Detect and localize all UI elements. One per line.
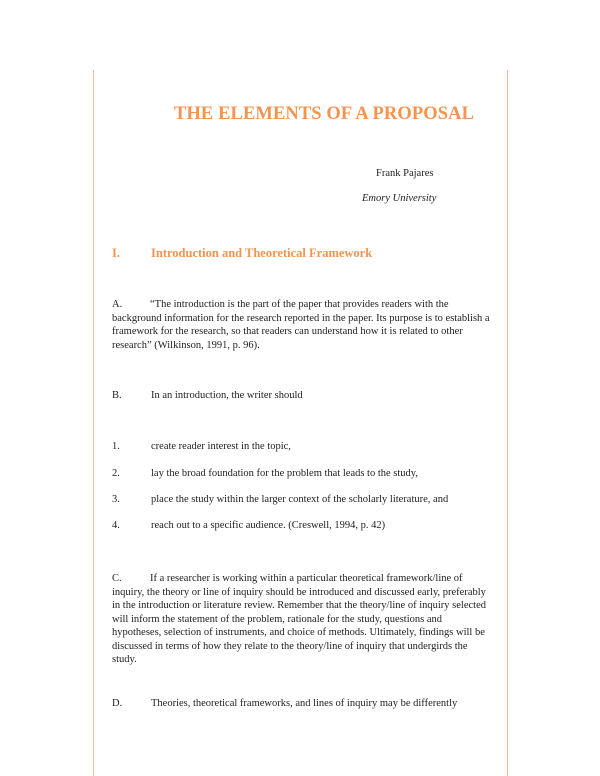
paragraph-c-text: If a researcher is working within a particular theoretical framework/line of inquiry, the theory or line of inquiry should be introduced and discussed early, preferably in the introduction or literature review. Remember that the theory/line of inquiry selected will inform the statement of the problem, rationale for the study, questions and hypotheses, selection of instruments, and choice of methods. Ultimately, findings will be discussed in terms of how they relate to the theory/line of inquiry that undergirds the study.	[112, 573, 486, 665]
paragraph-b-text: In an introduction, the writer should	[151, 390, 303, 401]
document-title: THE ELEMENTS OF A PROPOSAL	[174, 104, 475, 124]
paragraph-a-text: “The introduction is the part of the paper that provides readers with the background information for the research reported in the paper. Its purpose is to establish a framework for the research, so that readers can understand how it is related to other research” (Wilkinson, 1991, p. 96).	[112, 299, 490, 351]
author-affiliation: Emory University	[362, 193, 437, 204]
paragraph-c	[112, 572, 492, 667]
author-name: Frank Pajares	[376, 168, 434, 179]
list-item-number: 3.	[112, 494, 120, 505]
paragraph-b-label: B.	[112, 390, 122, 401]
paragraph-d-label: D.	[112, 698, 123, 709]
paragraph-a-label: A.	[112, 299, 123, 310]
list-item-text: reach out to a specific audience. (Creswell, 1994, p. 42)	[151, 520, 386, 531]
section-number: I.	[112, 246, 120, 260]
list-item-number: 4.	[112, 520, 120, 531]
section-title: Introduction and Theoretical Framework	[151, 246, 373, 260]
paragraph-d-text: Theories, theoretical frameworks, and lines of inquiry may be differently	[151, 698, 458, 709]
list-item-number: 1.	[112, 441, 120, 452]
list-item-text: create reader interest in the topic,	[151, 441, 291, 452]
left-margin-rule	[93, 70, 94, 776]
list-item-number: 2.	[112, 468, 120, 479]
right-margin-rule	[507, 70, 508, 776]
list-item-text: lay the broad foundation for the problem that leads to the study,	[151, 468, 419, 479]
paragraph-a	[112, 298, 492, 352]
list-item-text: place the study within the larger context of the scholarly literature, and	[151, 494, 449, 505]
paragraph-c-label: C.	[112, 573, 122, 584]
